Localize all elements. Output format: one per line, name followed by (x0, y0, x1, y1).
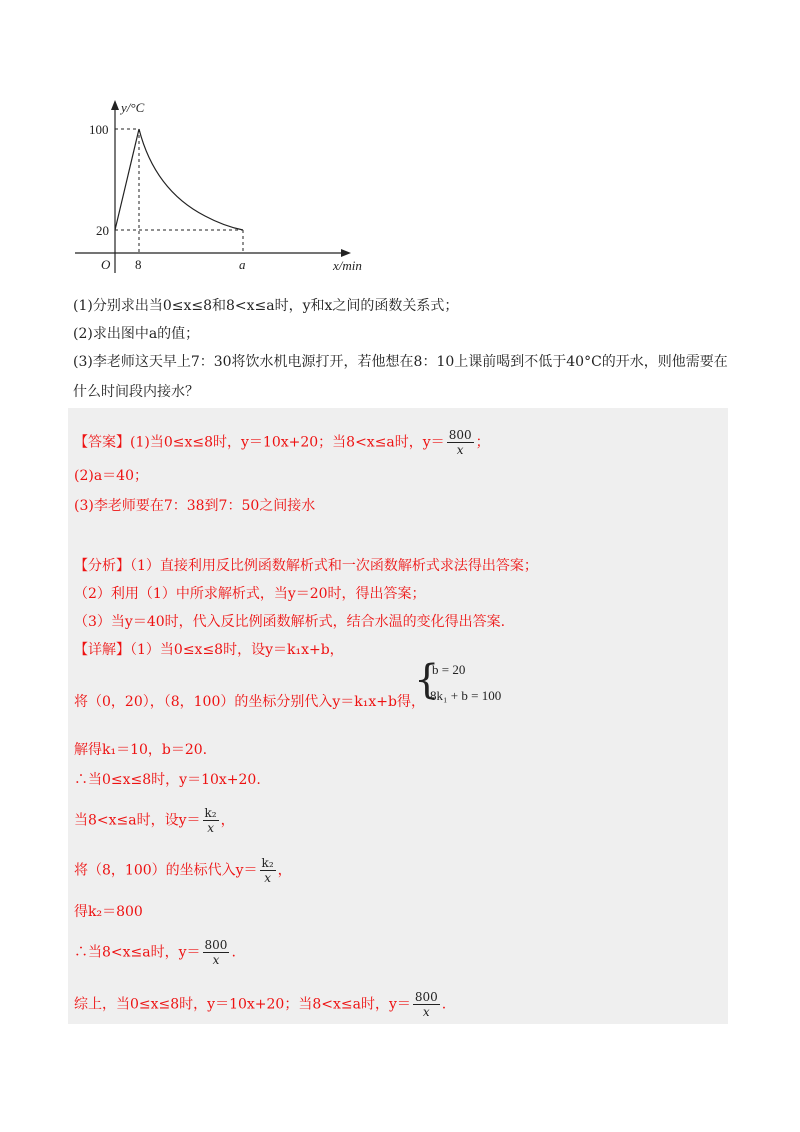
hyperbola-segment (139, 129, 243, 230)
fraction-800-x: $\frac{800}{x}$ (204, 938, 228, 967)
linear-segment (115, 129, 139, 230)
question-3-line-2: 什么时间段内接水？ (73, 384, 199, 400)
detail-line-2: 将（0，20），（8，100）的坐标分别代入y＝k₁x+b得， (74, 694, 425, 710)
x-tick-8: 8 (135, 257, 142, 272)
temperature-graph (75, 98, 375, 278)
analysis-line-1: 【分析】（1）直接利用反比例函数解析式和一次函数解析式求法得出答案； (74, 558, 538, 574)
question-3-line-1: (3)李老师这天早上7：30将饮水机电源打开，若他想在8：10上课前喝到不低于40°C的开水，则他需要在 (73, 354, 728, 370)
detail-line-3: 解得k₁＝10，b＝20. (74, 742, 208, 758)
detail-line-4: ∴当0≤x≤8时，y＝10x+20. (74, 772, 261, 788)
y-axis-arrow (111, 100, 119, 110)
fraction-800-x: $\frac{800}{x}$ (414, 990, 438, 1019)
answer-text-1: (1)当0≤x≤8时，y＝10x+20；当8<x≤a时，y＝ (130, 434, 445, 451)
y-tick-100: 100 (89, 122, 109, 137)
analysis-line-2: （2）利用（1）中所求解析式，当y＝20时，得出答案； (74, 586, 426, 602)
detail-line-5: 当8<x≤a时，设y＝ $\frac{\text{k₂}}{x}$ ， (74, 806, 235, 835)
analysis-line-3: （3）当y＝40时，代入反比例函数解析式，结合水温的变化得出答案. (74, 614, 506, 630)
fraction-k2-x: $\frac{\text{k₂}}{x}$ (261, 856, 274, 885)
detail-line-1: 【详解】（1）当0≤x≤8时，设y＝k₁x+b， (74, 642, 344, 658)
x-axis-arrow (341, 249, 351, 257)
answer-line-3: (3)李老师要在7：38到7：50之间接水 (74, 498, 316, 514)
fraction-800-x: $\frac{800}{x}$ (448, 428, 472, 457)
answer-panel (68, 408, 728, 1024)
detail-line-8: ∴当8<x≤a时，y＝ $\frac{800}{x}$ . (74, 938, 236, 967)
origin-label: O (101, 257, 111, 272)
detail-line-7: 得k₂＝800 (74, 904, 143, 920)
y-tick-20: 20 (96, 223, 109, 238)
question-2: (2)求出图中a的值； (73, 326, 200, 342)
answer-line-1: 【答案】(1)当0≤x≤8时，y＝10x+20；当8<x≤a时，y＝ $\frac{800}{x}$ ； (74, 428, 490, 457)
brace: { (414, 657, 440, 703)
detail-tag: 【详解】 (74, 642, 130, 658)
fraction-k2-x: $\frac{\text{k₂}}{x}$ (204, 806, 217, 835)
question-1: (1)分别求出当0≤x≤8和8<x≤a时，y和x之间的函数关系式； (73, 298, 459, 314)
answer-line-2: (2)a＝40； (74, 468, 148, 484)
x-axis-label: x/min (333, 258, 362, 273)
answer-tag: 【答案】 (74, 434, 130, 451)
detail-line-6: 将（8，100）的坐标代入y＝ $\frac{\text{k₂}}{x}$ ， (74, 856, 292, 885)
y-axis-label: y/°C (121, 100, 145, 115)
analysis-tag: 【分析】 (74, 558, 130, 574)
detail-line-9: 综上，当0≤x≤8时，y＝10x+20；当8<x≤a时，y＝ $\frac{800}{x}$ . (74, 990, 447, 1019)
equation-1: b = 20 (432, 662, 466, 677)
equation-2: 8k₁ + b = 100 (430, 688, 502, 703)
x-tick-a: a (239, 257, 246, 272)
